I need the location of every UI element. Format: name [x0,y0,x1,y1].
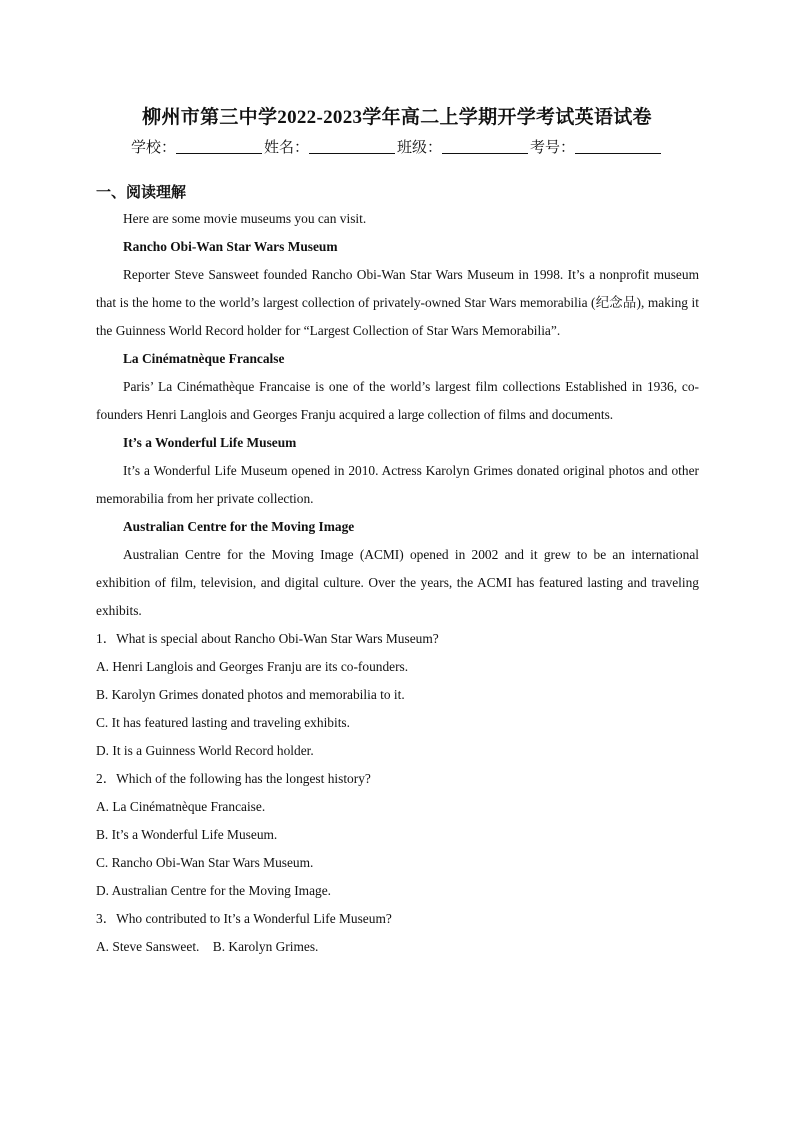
museum-paragraph: Australian Centre for the Moving Image (ACMI) opened in 2002 and it grew to be an international exhibition of film, television, and digital culture. Over the years, the ACMI has featured lasting and traveling exhibits. [96,547,699,618]
school-blank [176,139,262,154]
name-blank [309,139,395,154]
question-stem: 1．What is special about Rancho Obi-Wan Star Wars Museum? [96,631,439,646]
museum-paragraph: Paris’ La Cinémathèque Francaise is one of the world’s largest film collections Established in 1936, co-founders Henri Langlois and Georges Franju acquired a large collection of films and documents. [96,379,699,422]
answer-option: C. Rancho Obi-Wan Star Wars Museum. [96,855,314,870]
answer-option: B. It’s a Wonderful Life Museum. [96,827,278,842]
question-stem: 2．Which of the following has the longest history? [96,771,371,786]
museum-heading: It’s a Wonderful Life Museum [123,435,297,450]
class-blank [442,139,528,154]
museum-heading: La Cinématnèque Francalse [123,351,285,366]
answer-options-line: A. Steve Sansweet. B. Karolyn Grimes. [96,939,319,954]
answer-option: B. Karolyn Grimes donated photos and memorabilia to it. [96,687,405,702]
answer-option: A. Henri Langlois and Georges Franju are its co-founders. [96,659,409,674]
question-stem: 3．Who contributed to It’s a Wonderful Life Museum? [96,911,392,926]
answer-option: D. Australian Centre for the Moving Image. [96,883,332,898]
school-label: 学校： [130,140,176,156]
museum-paragraph: Reporter Steve Sansweet founded Rancho Obi-Wan Star Wars Museum in 1998. It’s a nonprofit museum that is the home to the world’s largest collection of privately-owned Star Wars memorabilia (纪念品), making it the Guinness World Record holder for “Largest Collection of Star Wars Memorabilia”. [96,267,699,338]
section-title: 一、阅读理解 [96,185,187,201]
museum-paragraph: It’s a Wonderful Life Museum opened in 2010. Actress Karolyn Grimes donated original photos and other memorabilia from her private collection. [96,463,699,506]
name-label: 姓名： [263,140,309,156]
passage-intro: Here are some movie museums you can visit. [123,211,367,226]
museum-heading: Rancho Obi-Wan Star Wars Museum [123,239,338,254]
answer-option: D. It is a Guinness World Record holder. [96,743,314,758]
exam-title: 柳州市第三中学2022-2023学年高二上学期开学考试英语试卷 [142,107,652,128]
exam-number-label: 考号： [530,140,576,156]
student-info-line [0,136,794,157]
reading-passage [96,205,699,961]
answer-option: A. La Cinématnèque Francaise. [96,799,266,814]
exam-number-blank [575,139,661,154]
answer-option: C. It has featured lasting and traveling exhibits. [96,715,350,730]
class-label: 班级： [397,140,443,156]
museum-heading: Australian Centre for the Moving Image [123,519,355,534]
